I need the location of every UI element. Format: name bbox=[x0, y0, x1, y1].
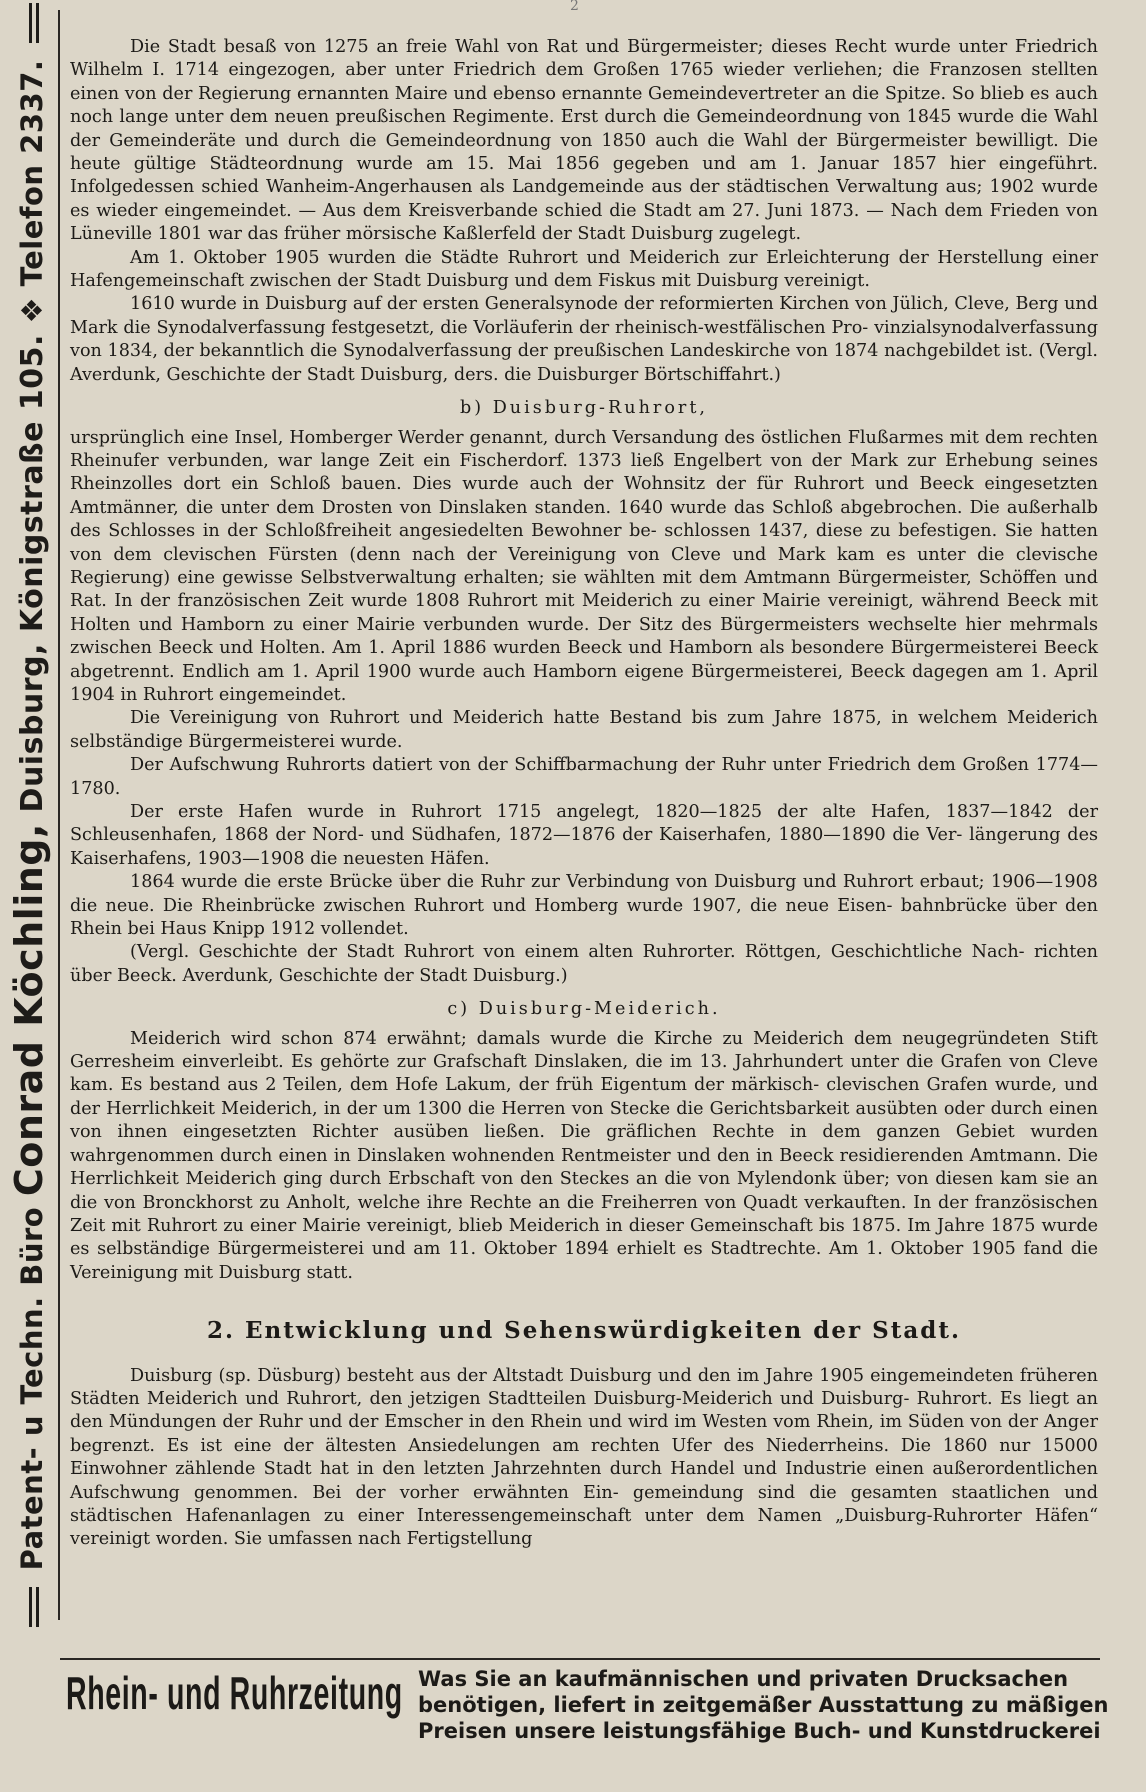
side-ad-company-name: Conrad Köchling, bbox=[7, 823, 51, 1197]
text-line: ursprünglich eine Insel, Homberger Werder genannt, durch Versandung des östlichen Flußarmes mit bbox=[70, 427, 979, 448]
text-line: schlossen 1437, diese zu befestigen. Sie hatten von dem clevischen Fürsten (denn nach der Vereinigung bbox=[70, 521, 1099, 565]
bottom-ad-text bbox=[418, 1666, 1108, 1744]
text-line: Holten. Am 1. April 1886 wurden Beeck und Hamborn als besondere Bürgermeisterei Beeck abgetrennt. bbox=[70, 638, 1099, 682]
text-line: Bürgermeisterei und am 11. Oktober 1894 erhielt es Stadtrechte. Am 1. Oktober 1905 fand die bbox=[217, 1239, 1099, 1260]
text-line: unter Friedrich Wilhelm I. 1714 eingezogen, aber unter Friedrich dem Großen 1765 wieder verliehen; bbox=[70, 37, 1098, 81]
text-line: Die Stadt besaß von 1275 an freie Wahl von Rat und Bürgermeister; dieses Recht wurde bbox=[130, 37, 951, 57]
text-line: längerung des Kaiserhafens, 1903—1908 die neuesten Häfen. bbox=[70, 825, 1099, 869]
text-line: Cleve, Berg und Mark die Synodalverfassung festgesetzt, die Vorläuferin der rheinisch-westfälischen Pro- bbox=[70, 294, 1098, 338]
paragraph-union-1875 bbox=[70, 707, 1098, 754]
paragraph-duisburg-overview bbox=[70, 1365, 1098, 1552]
text-line: und den in Beeck residierenden Amtmann. Die Herrlichkeit Meiderich ging durch Erbschaft von den bbox=[70, 1145, 1098, 1190]
side-ad-left-bar bbox=[29, 1587, 39, 1627]
paragraph-synod bbox=[70, 293, 1098, 387]
text-line: Großen 1774—1780. bbox=[70, 755, 1099, 799]
text-line: des Niederrheins. Die 1860 nur 15000 Einwohner zählende Stadt hat in den letzten Jahrzehnten durch bbox=[70, 1435, 1098, 1480]
text-line: 1864 wurde die erste Brücke über die Ruhr zur Verbindung von Duisburg und Ruhrort erbaut; bbox=[130, 872, 985, 893]
text-line: Der Aufschwung Ruhrorts datiert von der Schiffbarmachung der Ruhr unter Friedrich dem bbox=[130, 755, 956, 776]
text-line: Grafen von Cleve kam. Es bestand aus 2 Teilen, dem Hofe Lakum, der früh Eigentum der märkisch- bbox=[70, 1052, 1099, 1096]
text-line: Der erste Hafen wurde in Ruhrort 1715 angelegt, 1820—1825 der alte Hafen, 1837—1842 der bbox=[130, 802, 1098, 822]
text-line: 1856 gegeben und am 1. Januar 1857 hier eingeführt. Infolgedessen schied Wanheim-Angerhausen als bbox=[70, 154, 1099, 198]
text-line: früher mörsische Kaßlerfeld der Stadt Duisburg zugelegt. bbox=[283, 224, 802, 245]
chapter-heading-development: 2. Entwicklung und Sehenswürdigkeiten der Stadt. bbox=[207, 1317, 961, 1345]
text-line: Meiderich wird schon 874 erwähnt; damals wurde die Kirche zu Meiderich dem neugegründeten bbox=[130, 1028, 1050, 1049]
text-line: Rechte in dem ganzen Gebiet wurden wahrgenommen durch einen in Dinslaken wohnenden Rentmeister bbox=[70, 1122, 1099, 1166]
text-line: Gemeindeordnung von 1845 wurde die Wahl der Gemeinderäte und durch die Gemeindeordnung von bbox=[70, 107, 1099, 151]
text-line: vinzialsynodalverfassung von 1834, der bekanntlich die Synodalverfassung der preußischen Landeskirche von bbox=[70, 317, 1099, 362]
text-line: Endlich am 1. April 1900 wurde auch Hamborn eigene Bürgermeisterei, Beeck dagegen am 1. April 1904 bbox=[70, 661, 1099, 705]
text-line: vereinigt, blieb Meiderich in dieser Gemeinschaft bis 1875. Im Jahre 1875 wurde es selbständige bbox=[70, 1215, 1098, 1260]
side-advertisement bbox=[0, 10, 60, 1620]
bottom-ad-line: benötigen, liefert in zeitgemäßer Ausstattung zu mäßigen bbox=[418, 1693, 1109, 1717]
text-line: (Vergl. Geschichte der Stadt Ruhrort von einem alten Ruhrorter. Röttgen, Geschichtliche Nach- bbox=[130, 942, 1025, 963]
text-line: dem rechten Rheinufer verbunden, war lange Zeit ein Fischerdorf. 1373 ließ Engelbert von der Mark bbox=[70, 427, 1098, 471]
bottom-ad-line: Preisen unsere leistungsfähige Buch- und Kunstdruckerei bbox=[418, 1719, 1101, 1743]
paragraph-1905-union bbox=[70, 247, 1098, 294]
side-ad-text bbox=[7, 0, 51, 1633]
paragraph-bridges bbox=[70, 871, 1098, 941]
side-ad-address: Duisburg, Königstraße 105. bbox=[15, 334, 50, 813]
text-line: Meiderich selbständige Bürgermeisterei wurde. bbox=[70, 708, 1098, 752]
main-text bbox=[70, 36, 1098, 1552]
text-line: Rechte an die Freiherren von Quadt verkauften. In der französischen Zeit mit Ruhrort zu einer Mairie bbox=[70, 1192, 1098, 1236]
side-ad-phone: Telefon 2337. bbox=[15, 59, 49, 287]
text-line: 1874 nachgebildet ist. (Vergl. Averdunk, Geschichte der Stadt Duisburg, ders. die Duisburger Börtschiffahrt.) bbox=[70, 341, 1099, 385]
text-line: Ruhrort mit Meiderich zu einer Mairie vereinigt, während Beeck mit Holten und Hamborn zu einer bbox=[70, 591, 1099, 635]
paragraph-ruhrort-references bbox=[70, 941, 1098, 988]
paragraph-ruhrort-history bbox=[70, 427, 1098, 708]
text-line: Mairie verbunden wurde. Der Sitz des Bürgermeisters wechselte hier mehrmals zwischen Beeck und bbox=[70, 614, 1099, 659]
text-line: an die Spitze. So blieb es auch noch lange unter dem neuen preußischen Regimente. Erst durch die bbox=[70, 83, 1099, 128]
text-line: Landgemeinde aus der städtischen Verwaltung aus; 1902 wurde es wieder eingemeindet. — Aus dem bbox=[70, 177, 1098, 221]
text-line: Ruhrort und Beeck eingesetzten Amtmänner, die unter dem Drosten von Dinslaken standen. 1640 wurde bbox=[70, 474, 1099, 518]
text-line: Kreisverbande schied die Stadt am 27. Juni 1873. — Nach dem Frieden von Lüneville 1801 war das bbox=[70, 200, 1098, 245]
side-ad-separator: ❖ bbox=[15, 296, 49, 324]
paragraph-upswing bbox=[70, 754, 1098, 801]
bottom-ad-line: Was Sie an kaufmännischen und privaten Drucksachen bbox=[418, 1667, 1069, 1691]
text-line: früheren Städten Meiderich und Ruhrort, den jetzigen Stadtteilen Duisburg-Meiderich und Duisburg- bbox=[70, 1365, 1099, 1409]
page-number: 2 bbox=[570, 0, 579, 14]
section-heading-ruhrort: b) Duisburg-Ruhrort, bbox=[459, 398, 708, 419]
text-line: bahnbrücke über den Rhein bei Haus Knipp 1912 vollendet. bbox=[70, 895, 1099, 940]
text-line: Handel und Industrie einen außerordentlichen Aufschwung genommen. Bei der vorher erwähnten Ein- bbox=[70, 1459, 1099, 1503]
section-heading-meiderich: c) Duisburg-Meiderich. bbox=[447, 999, 721, 1020]
text-line: unter dem Namen „Duisburg-Ruhrorter Häfen“ vereinigt worden. Sie umfassen nach Fertigstellung bbox=[70, 1505, 1098, 1550]
text-line: zur Erhebung seines Rheinzolles dort ein Schloß bauen. Dies wurde auch der Wohnsitz der für bbox=[70, 450, 1099, 495]
text-line: Am 1. Oktober 1905 wurden die Städte Ruhrort und Meiderich zur Erleichterung der Herstellung bbox=[130, 247, 1044, 268]
text-line: 1906—1908 die neue. Die Rheinbrücke zwischen Ruhrort und Homberg wurde 1907, die neue Eisen- bbox=[70, 872, 1098, 916]
text-line: das Schloß abgebrochen. Die außerhalb des Schlosses in der Schloßfreiheit angesiedelten Bewohner be- bbox=[70, 497, 1098, 542]
text-line: gemeindung sind die gesamten staatlichen und städtischen Hafenanlagen zu einer Interessengemeinschaft bbox=[70, 1482, 1099, 1526]
text-line: Gerichtsbarkeit ausübten oder durch einen von ihnen eingesetzten Richter ausüben ließen. Die gräflichen bbox=[70, 1098, 1099, 1143]
text-line: die Franzosen stellten einen von der Regierung ernannten Maire und ebenso ernannte Gemeindevertreter bbox=[70, 60, 1098, 104]
text-line: richten über Beeck. Averdunk, Geschichte der Stadt Duisburg.) bbox=[70, 942, 1099, 986]
text-line: Steckes an die von Mylendonk über; von diesen kam sie an die von Bronckhorst zu Anholt, welche ihre bbox=[70, 1169, 1099, 1213]
text-line: Die Vereinigung von Ruhrort und Meiderich hatte Bestand bis zum Jahre 1875, in welchem bbox=[130, 708, 998, 729]
text-line: clevischen Grafen wurde, und der Herrlichkeit Meiderich, in der um 1300 die Herren von Stecke die bbox=[70, 1075, 1098, 1119]
text-line: Duisburg (sp. Düsburg) besteht aus der Altstadt Duisburg und den im Jahre 1905 eingemeindeten bbox=[130, 1365, 1014, 1386]
side-ad-prefix: Patent- u Techn. Büro bbox=[15, 1206, 49, 1571]
text-line: Ruhrort. Es liegt an den Mündungen der Ruhr und der Emscher in den Rhein und wird im Westen bbox=[70, 1388, 1098, 1433]
text-line: in Ruhrort eingemeindet. bbox=[120, 684, 347, 705]
paragraph-city-council bbox=[70, 36, 1098, 247]
paragraph-meiderich-history bbox=[70, 1028, 1098, 1285]
text-line: Schleusenhafen, 1868 der Nord- und Südhafen, 1872—1876 der Kaiserhafen, 1880—1890 die Ver- bbox=[70, 825, 963, 846]
paragraph-harbours bbox=[70, 801, 1098, 871]
newspaper-name: Rhein- und Ruhrzeitung bbox=[66, 1667, 403, 1719]
bottom-divider bbox=[60, 1658, 1100, 1660]
bottom-advertisement bbox=[60, 1662, 1109, 1772]
text-line: von Cleve und Mark kam es unter die clevische Regierung) eine gewisse Selbstverwaltung erhalten; sie bbox=[70, 544, 1098, 588]
text-line: vom Rhein, im Süden von der Anger begrenzt. Es ist eine der ältesten Ansiedelungen am rechten Ufer bbox=[70, 1412, 1098, 1456]
side-ad-right-bar bbox=[29, 3, 39, 43]
text-line: einer Hafengemeinschaft zwischen der Stadt Duisburg und dem Fiskus mit Duisburg vereinigt. bbox=[70, 247, 1099, 292]
text-line: Vereinigung mit Duisburg statt. bbox=[70, 1262, 353, 1283]
text-line: Stift Gerresheim einverleibt. Es gehörte zur Grafschaft Dinslaken, die im 13. Jahrhundert unter die bbox=[70, 1028, 1099, 1073]
text-line: wählten mit dem Amtmann Bürgermeister, Schöffen und Rat. In der französischen Zeit wurde 1808 bbox=[70, 567, 1098, 612]
text-line: 1850 auch die Wahl der Bürgermeister bewilligt. Die heute gültige Städteordnung wurde am 15. Mai bbox=[70, 130, 1098, 175]
text-line: 1610 wurde in Duisburg auf der ersten Generalsynode der reformierten Kirchen von Jülich, bbox=[130, 294, 949, 315]
